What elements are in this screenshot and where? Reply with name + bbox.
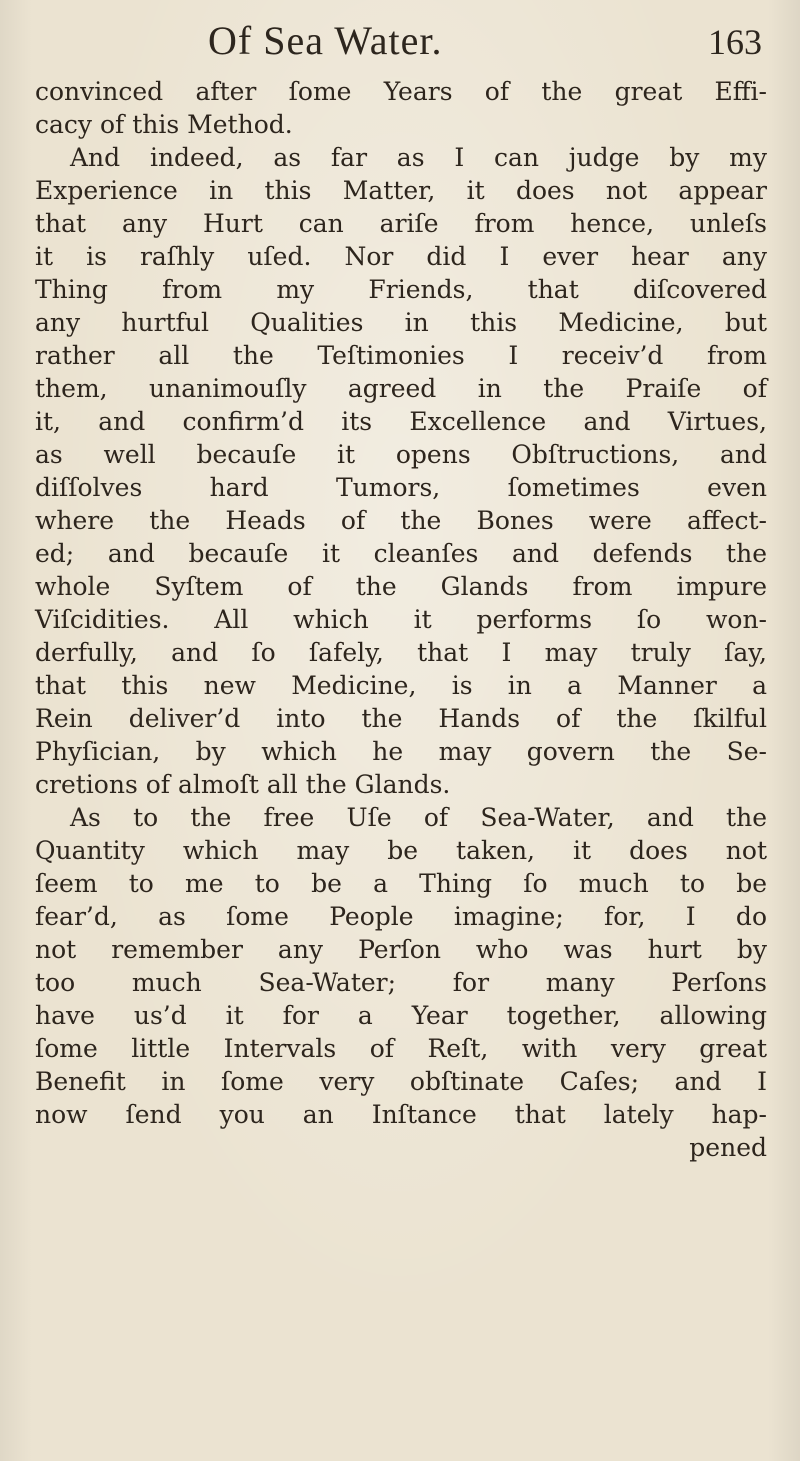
text-line: them, unanimouſly agreed in the Praiſe of [35,374,767,403]
text-line: Benefit in ſome very obſtinate Caſes; and I [35,1067,767,1096]
text-line: ſome little Intervals of Reſt, with very great [35,1034,767,1063]
text-line: whole Syſtem of the Glands from impure [35,572,767,601]
text-line: ſeem to me to be a Thing ſo much to be [35,869,767,898]
text-line: it, and confirm’d its Excellence and Virtues, [35,407,767,436]
text-line: Quantity which may be taken, it does not [35,836,767,865]
text-line: now ſend you an Inſtance that lately hap- [35,1100,767,1129]
text-line: fear’d, as ſome People imagine; for, I do [35,902,767,931]
text-line: where the Heads of the Bones were affect- [35,506,767,535]
text-line: derfully, and ſo ſafely, that I may truly ſay, [35,638,767,667]
text-line: Thing from my Friends, that diſcovered [35,275,767,304]
text-line: diſſolves hard Tumors, ſometimes even [35,473,767,502]
text-line: have us’d it for a Year together, allowing [35,1001,767,1030]
text-line: cacy of this Method. [35,110,293,139]
text-line: Experience in this Matter, it does not appear [35,176,767,205]
text-line: Phyſician, by which he may govern the Se- [35,737,767,766]
text-line: not remember any Perſon who was hurt by [35,935,767,964]
text-line: as well becauſe it opens Obſtructions, and [35,440,767,469]
text-line: rather all the Teſtimonies I receiv’d from [35,341,767,370]
text-line: ed; and becauſe it cleanſes and defends the [35,539,767,568]
page-header [0,18,800,64]
text-line: As to the free Uſe of Sea-Water, and the [70,803,767,832]
text-line: cretions of almoſt all the Glands. [35,770,451,799]
text-line: that any Hurt can ariſe from hence, unleſs [35,209,767,238]
page-number: 163 [708,22,762,62]
text-line: Viſcidities. All which it performs ſo won- [35,605,767,634]
text-line: it is raſhly uſed. Nor did I ever hear any [35,242,767,271]
text-line: And indeed, as far as I can judge by my [70,143,767,172]
text-line: any hurtful Qualities in this Medicine, but [35,308,767,337]
body-text [35,75,767,1164]
running-head: Of Sea Water. [208,18,443,63]
catchword: pened [689,1133,767,1162]
text-line: Rein deliver’d into the Hands of the ſkilful [35,704,767,733]
text-line: convinced after ſome Years of the great Effi- [35,77,767,106]
text-line: too much Sea-Water; for many Perſons [35,968,767,997]
text-line: that this new Medicine, is in a Manner a [35,671,767,700]
